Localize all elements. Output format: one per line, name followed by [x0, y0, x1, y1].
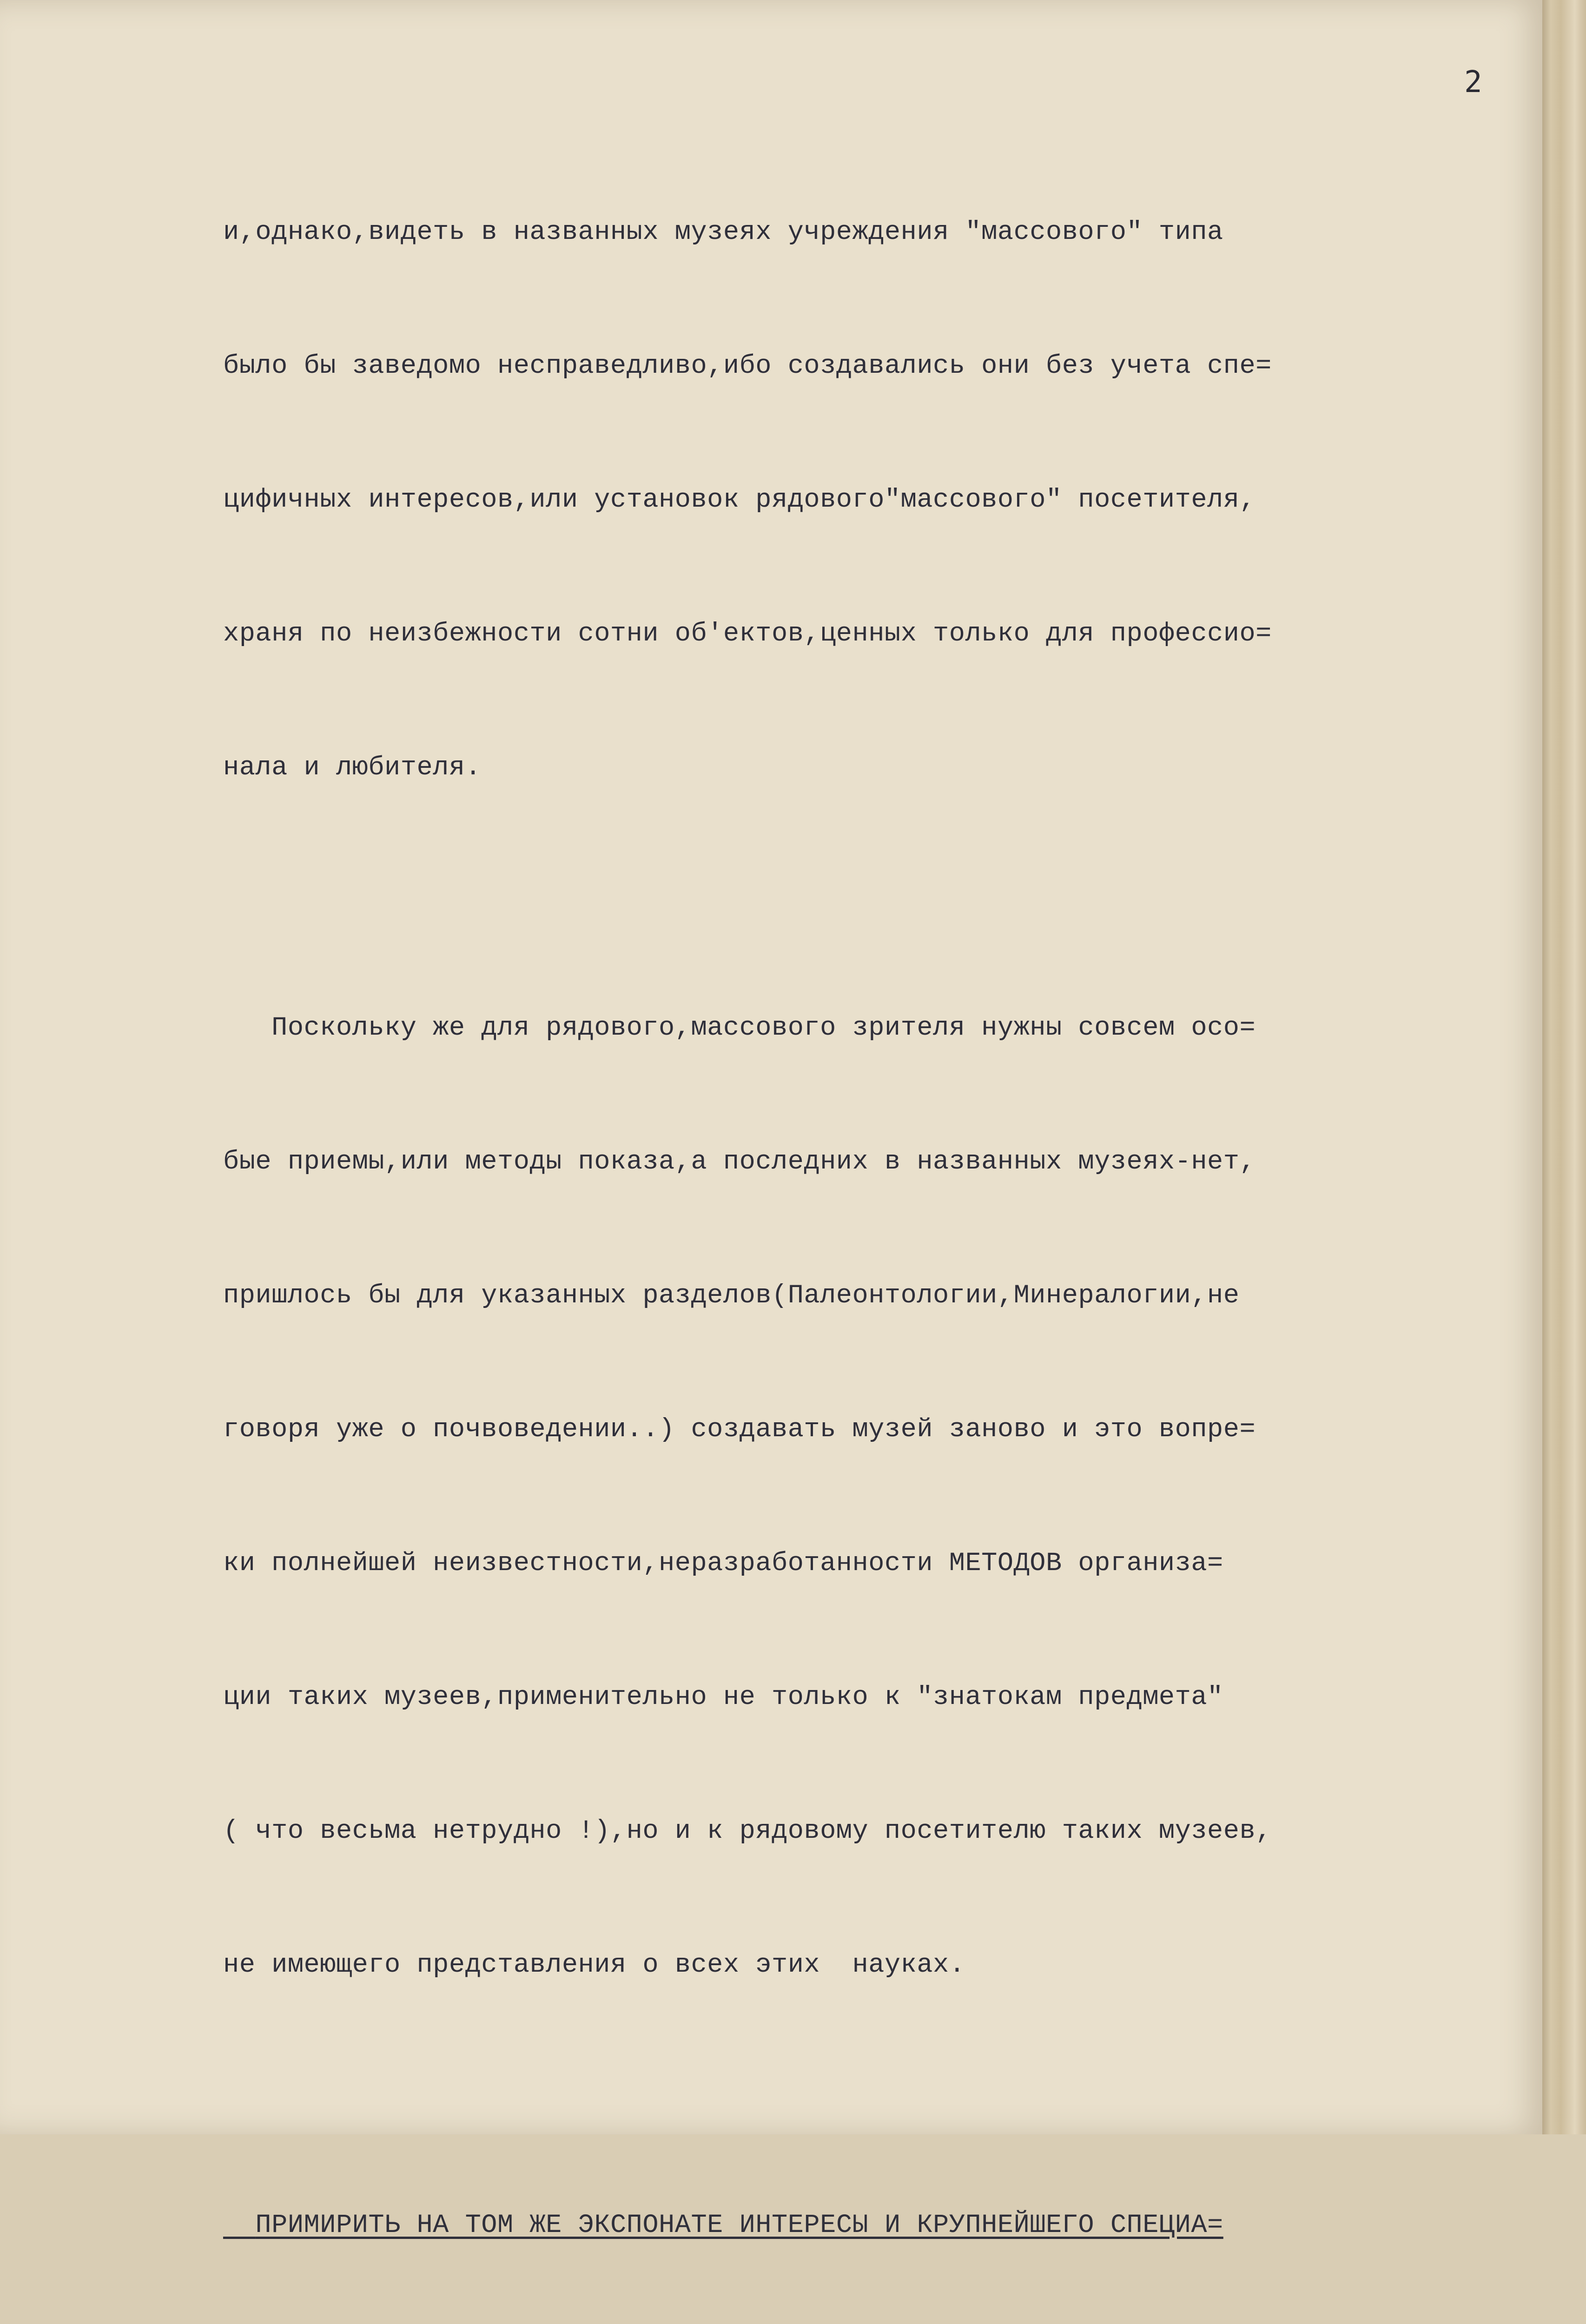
text-line: ( что весьма нетрудно !),но и к рядовому посетителю таких музеев, [223, 1816, 1272, 1846]
text-line: храня по неизбежности сотни об'ектов,ценных только для профессио= [223, 619, 1272, 649]
page-number: 2 [1464, 65, 1482, 99]
text-line: и,однако,видеть в названных музеях учреждения "массового" типа [223, 218, 1223, 247]
text-line: бые приемы,или методы показа,а последних в названных музеях-нет, [223, 1147, 1256, 1177]
text-line: не имеющего представления о всех этих науках. [223, 1950, 965, 1980]
typewritten-text [223, 121, 1506, 2324]
text-line: ки полнейшей неизвестности,неразработанности МЕТОДОВ организа= [223, 1549, 1223, 1578]
paragraph-3 [223, 2114, 1506, 2324]
text-line: было бы заведомо несправедливо,ибо создавались они без учета спе= [223, 351, 1272, 381]
text-line: говоря уже о почвоведении..) создавать музей заново и это вопре= [223, 1415, 1256, 1445]
text-line: пришлось бы для указанных разделов(Палеонтологии,Минералогии,не [223, 1281, 1240, 1311]
text-line: Поскольку же для рядового,массового зрителя нужны совсем осо= [223, 1013, 1256, 1043]
page-edge [1542, 0, 1586, 2134]
text-line: цифичных интересов,или установок рядового"массового" посетителя, [223, 485, 1256, 515]
text-line: нала и любителя. [223, 753, 482, 783]
text-line: ции таких музеев,применительно не только к "знатокам предмета" [223, 1683, 1223, 1712]
paragraph-2 [223, 917, 1506, 2077]
text-line: ПРИМИРИТЬ НА ТОМ ЖЕ ЭКСПОНАТЕ ИНТЕРЕСЫ И КРУПНЕЙШЕГО СПЕЦИА= [223, 2211, 1223, 2240]
paragraph-1 [223, 121, 1506, 879]
